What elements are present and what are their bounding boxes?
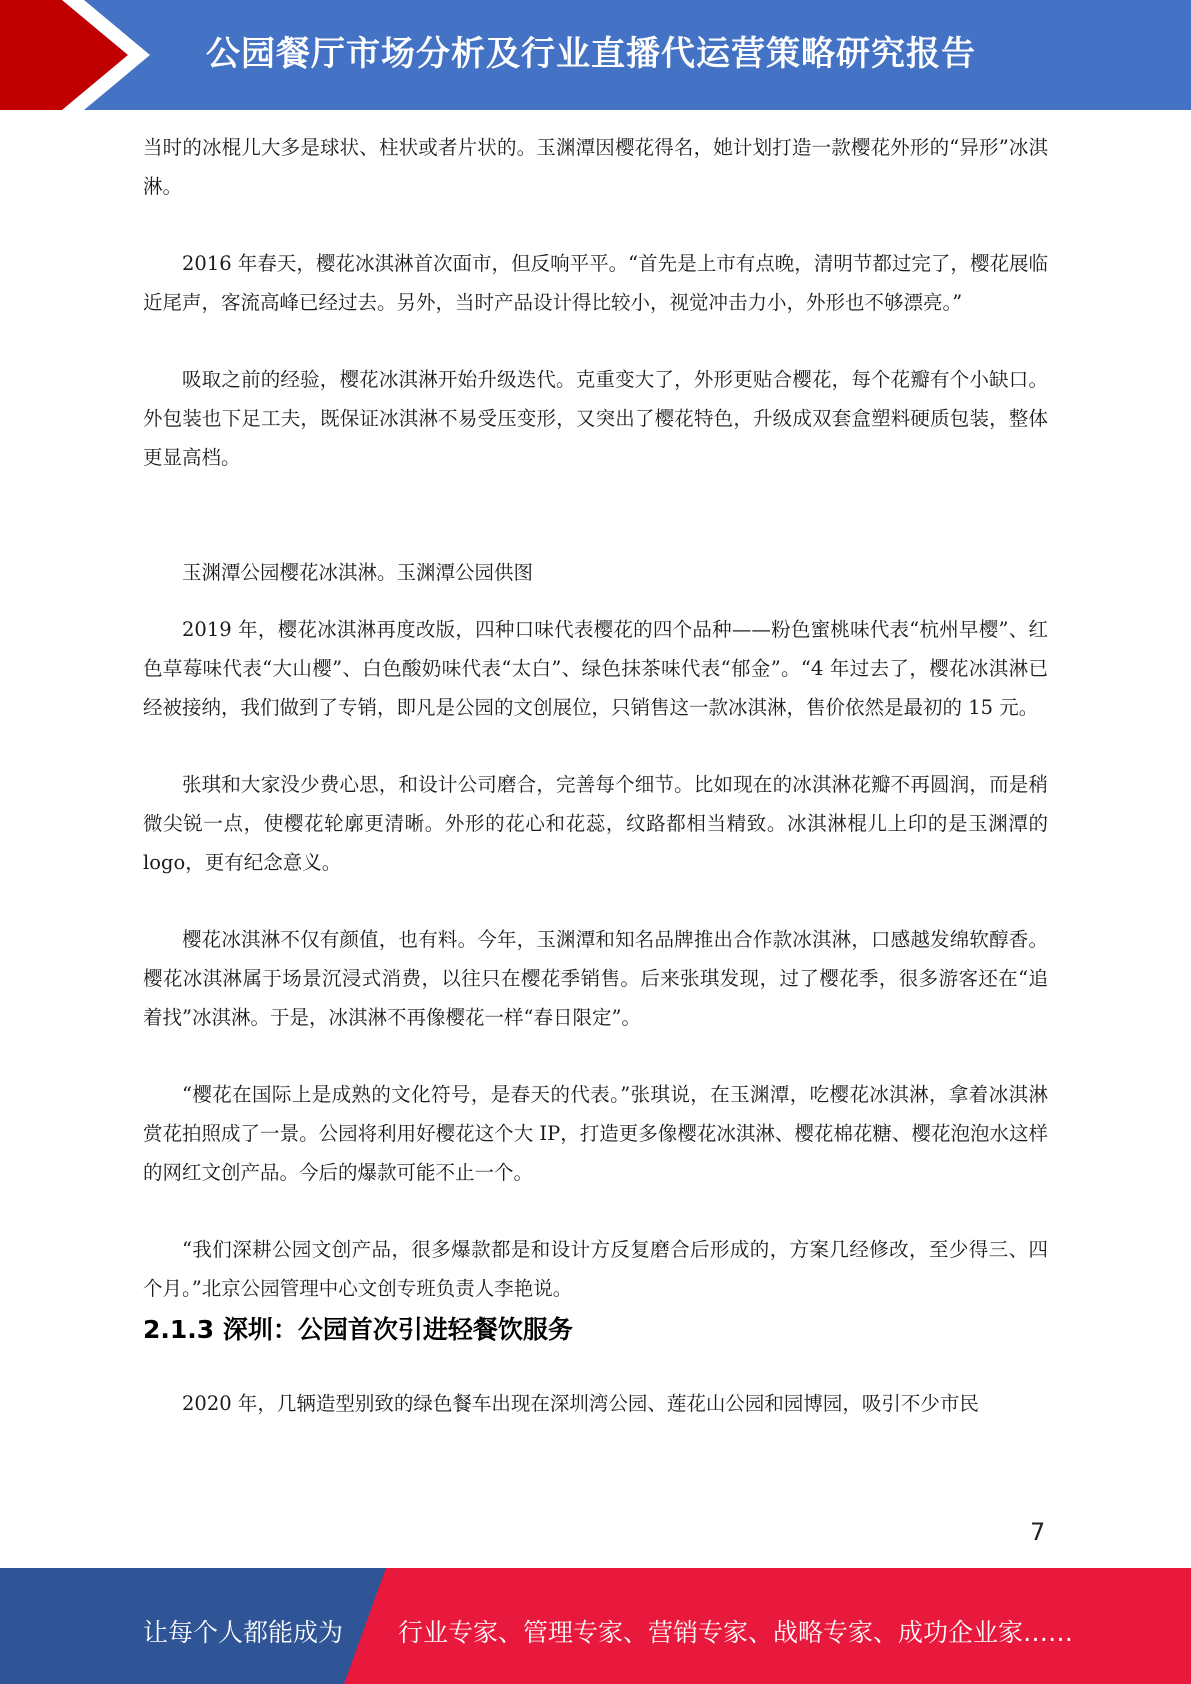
paragraph: 当时的冰棍儿大多是球状、柱状或者片状的。玉渊潭因樱花得名，她计划打造一款樱花外形的“异形”冰淇淋。 (143, 136, 1048, 198)
image-caption: 玉渊潭公园樱花冰淇淋。玉渊潭公园供图 (182, 561, 534, 584)
paragraph: 樱花冰淇淋不仅有颜值，也有料。今年，玉渊潭和知名品牌推出合作款冰淇淋，口感越发绵软醇香。樱花冰淇淋属于场景沉浸式消费，以往只在樱花季销售。后来张琪发现，过了樱花季，很多游客还在“追着找”冰淇淋。于是，冰淇淋不再像樱花一样“春日限定”。 (143, 928, 1048, 1029)
page-number: 7 (1030, 1518, 1046, 1546)
page-footer (0, 1568, 1191, 1684)
section-heading: 2.1.3 深圳：公园首次引进轻餐饮服务 (143, 1315, 573, 1344)
header-title: 公园餐厅市场分析及行业直播代运营策略研究报告 (206, 34, 976, 74)
paragraph: 2020 年，几辆造型别致的绿色餐车出现在深圳湾公园、莲花山公园和园博园，吸引不少市民 (182, 1392, 979, 1415)
paragraph: 吸取之前的经验，樱花冰淇淋开始升级迭代。克重变大了，外形更贴合樱花，每个花瓣有个小缺口。外包装也下足工夫，既保证冰淇淋不易受压变形，又突出了樱花特色，升级成双套盒塑料硬质包装，整体更显高档。 (143, 368, 1048, 469)
paragraph: 2019 年，樱花冰淇淋再度改版，四种口味代表樱花的四个品种——粉色蜜桃味代表“杭州早樱”、红色草莓味代表“大山樱”、白色酸奶味代表“太白”、绿色抹茶味代表“郁金”。“4 年过去了，樱花冰淇淋已经被接纳，我们做到了专销，即凡是公园的文创展位，只销售这一款冰淇淋，售价依然是最初的 15 元。 (143, 618, 1048, 719)
header-arrow-graphic (0, 0, 160, 110)
page-header (0, 0, 1191, 110)
paragraph: 张琪和大家没少费心思，和设计公司磨合，完善每个细节。比如现在的冰淇淋花瓣不再圆润，而是稍微尖锐一点，使樱花轮廓更清晰。外形的花心和花蕊，纹路都相当精致。冰淇淋棍儿上印的是玉渊潭的 logo，更有纪念意义。 (143, 773, 1048, 874)
document-body (143, 128, 1048, 1423)
paragraph: “樱花在国际上是成熟的文化符号，是春天的代表。”张琪说，在玉渊潭，吃樱花冰淇淋，拿着冰淇淋赏花拍照成了一景。公园将利用好樱花这个大 IP，打造更多像樱花冰淇淋、樱花棉花糖、樱花泡泡水这样的网红文创产品。今后的爆款可能不止一个。 (143, 1083, 1048, 1184)
paragraph: 2016 年春天，樱花冰淇淋首次面市，但反响平平。“首先是上市有点晚，清明节都过完了，樱花展临近尾声，客流高峰已经过去。另外，当时产品设计得比较小，视觉冲击力小，外形也不够漂亮。” (143, 252, 1048, 314)
footer-slogan-left: 让每个人都能成为 (143, 1618, 344, 1647)
paragraph: “我们深耕公园文创产品，很多爆款都是和设计方反复磨合后形成的，方案几经修改，至少得三、四个月。”北京公园管理中心文创专班负责人李艳说。 (143, 1238, 1048, 1300)
footer-slogan-right: 行业专家、管理专家、营销专家、战略专家、成功企业家…… (398, 1618, 1074, 1647)
